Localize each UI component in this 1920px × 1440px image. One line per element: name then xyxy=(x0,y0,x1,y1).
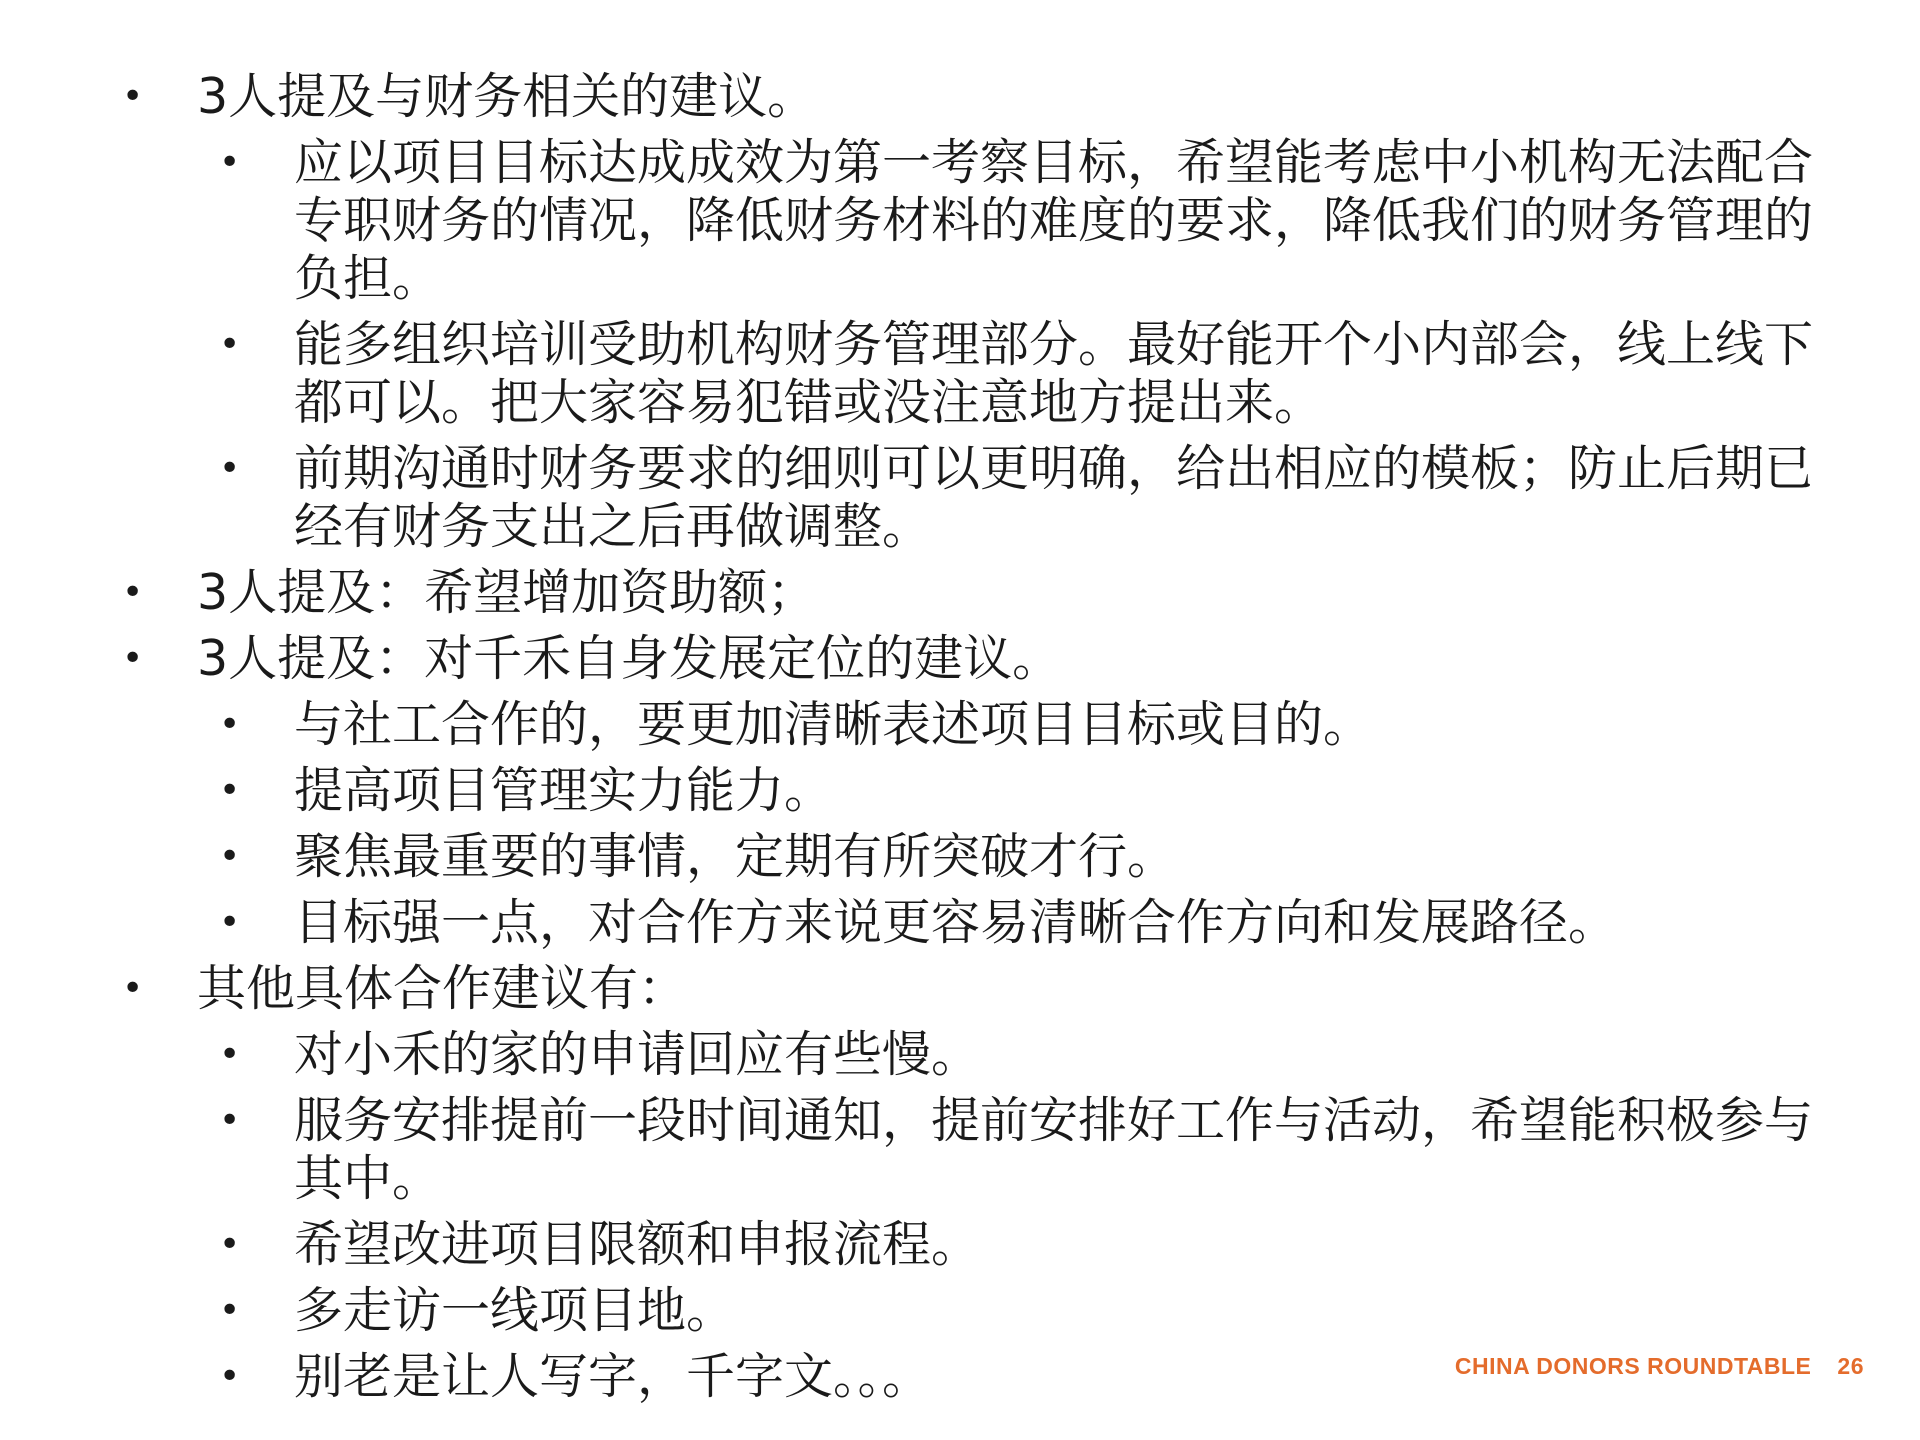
sub-bullet-item xyxy=(0,440,1854,556)
bullet-dot-icon: • xyxy=(122,76,144,117)
bullet-dot-icon: • xyxy=(122,638,144,679)
sub-bullet-item xyxy=(0,1216,1854,1274)
sub-bullet-item xyxy=(0,316,1854,432)
bullet-text: 多走访一线项目地。 xyxy=(294,1282,736,1339)
sub-bullet-item xyxy=(0,1026,1854,1084)
bullet-text: 3人提及：对千禾自身发展定位的建议。 xyxy=(197,630,1062,687)
bullet-dot-icon: • xyxy=(122,572,144,613)
bullet-text: 其他具体合作建议有： xyxy=(197,960,688,1017)
sub-bullet-item xyxy=(0,134,1854,308)
bullet-dot-icon: • xyxy=(219,142,241,183)
bullet-item xyxy=(0,960,1847,1018)
bullet-dot-icon: • xyxy=(219,1290,241,1331)
bullet-dot-icon: • xyxy=(219,704,241,745)
bullet-dot-icon: • xyxy=(219,1034,241,1075)
bullet-text: 与社工合作的，要更加清晰表述项目目标或目的。 xyxy=(294,696,1373,753)
sub-bullet-item xyxy=(0,828,1854,886)
bullet-dot-icon: • xyxy=(219,448,241,489)
sub-bullet-item xyxy=(0,1282,1854,1340)
bullet-text: 能多组织培训受助机构财务管理部分。最好能开个小内部会，线上线下都可以。把大家容易犯错或没注意地方提出来。 xyxy=(294,316,1814,431)
bullet-dot-icon: • xyxy=(219,324,241,365)
bullet-item xyxy=(0,564,1847,622)
bullet-dot-icon: • xyxy=(219,836,241,877)
bullet-text: 前期沟通时财务要求的细则可以更明确，给出相应的模板；防止后期已经有财务支出之后再做调整。 xyxy=(294,440,1814,555)
bullet-item xyxy=(0,630,1847,688)
bullet-dot-icon: • xyxy=(219,1100,241,1141)
bullet-dot-icon: • xyxy=(219,1224,241,1265)
footer xyxy=(1455,1353,1864,1380)
bullet-dot-icon: • xyxy=(219,902,241,943)
sub-bullet-item xyxy=(0,762,1854,820)
footer-org-name: CHINA DONORS ROUNDTABLE xyxy=(1454,1353,1812,1379)
bullet-text: 应以项目目标达成成效为第一考察目标，希望能考虑中小机构无法配合专职财务的情况，降低财务材料的难度的要求，降低我们的财务管理的负担。 xyxy=(294,134,1814,307)
bullet-text: 希望改进项目限额和申报流程。 xyxy=(294,1216,981,1273)
bullet-list xyxy=(0,68,1920,1414)
bullet-text: 对小禾的家的申请回应有些慢。 xyxy=(294,1026,981,1083)
sub-bullet-item xyxy=(0,894,1854,952)
page-number: 26 xyxy=(1837,1353,1864,1379)
bullet-dot-icon: • xyxy=(219,1356,241,1397)
bullet-dot-icon: • xyxy=(219,770,241,811)
bullet-text: 3人提及：希望增加资助额； xyxy=(197,564,817,621)
bullet-text: 别老是让人写字，千字文。。。 xyxy=(294,1348,932,1405)
bullet-text: 提高项目管理实力能力。 xyxy=(294,762,834,819)
bullet-text: 服务安排提前一段时间通知，提前安排好工作与活动，希望能积极参与其中。 xyxy=(294,1092,1814,1207)
bullet-item xyxy=(0,68,1847,126)
bullet-text: 聚焦最重要的事情，定期有所突破才行。 xyxy=(294,828,1177,885)
sub-bullet-item xyxy=(0,696,1854,754)
bullet-text: 3人提及与财务相关的建议。 xyxy=(197,68,817,125)
bullet-text: 目标强一点，对合作方来说更容易清晰合作方向和发展路径。 xyxy=(294,894,1618,951)
sub-bullet-item xyxy=(0,1092,1854,1208)
bullet-dot-icon: • xyxy=(122,968,144,1009)
